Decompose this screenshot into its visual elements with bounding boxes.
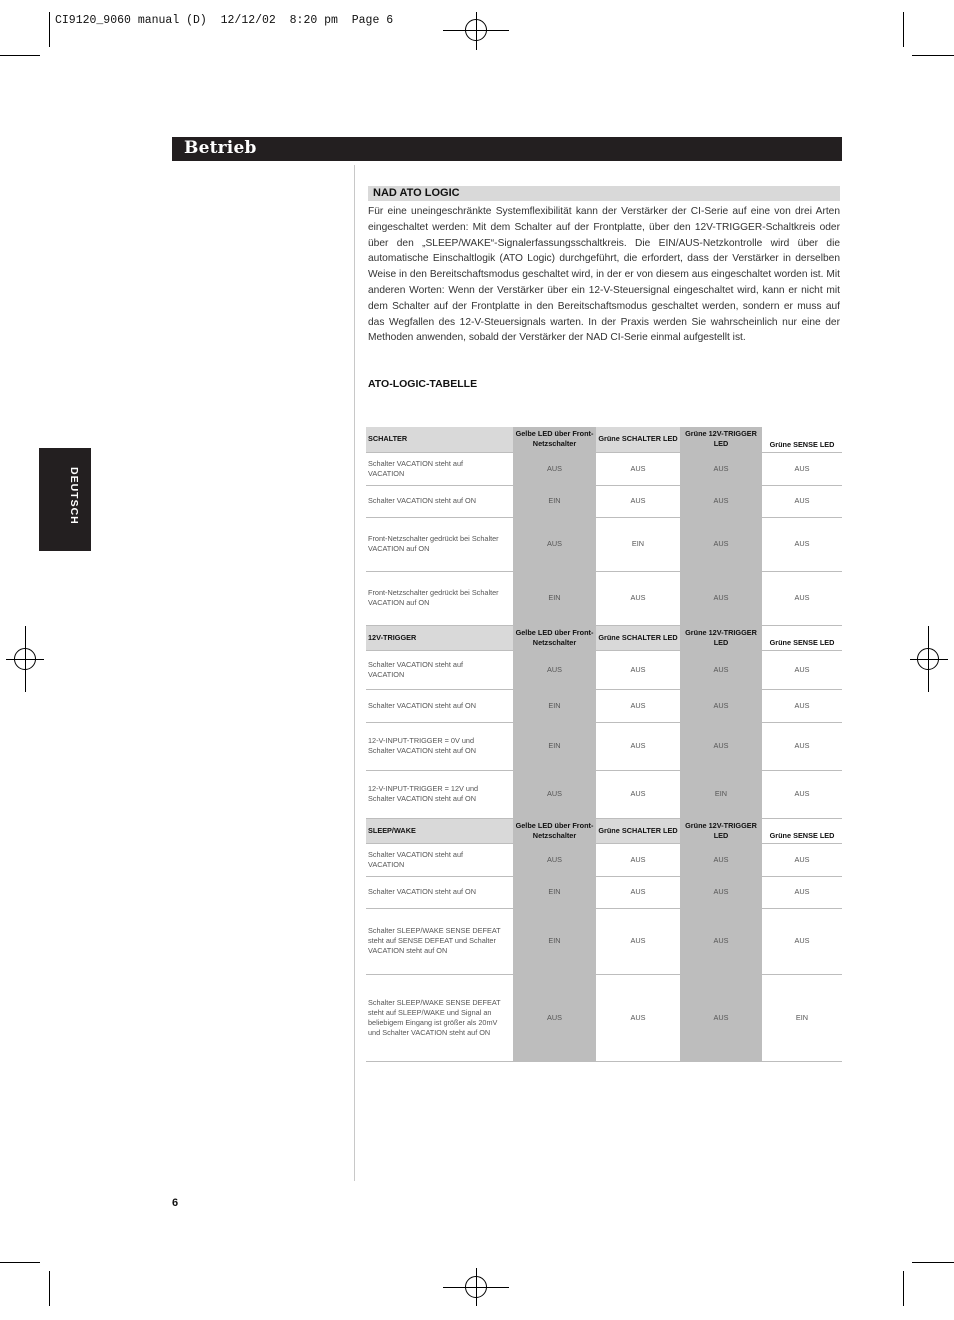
column-divider <box>354 165 355 1181</box>
table-group-header <box>366 427 842 452</box>
table-row <box>366 452 842 485</box>
row-label: Schalter VACATION steht auf ON <box>366 689 513 722</box>
cell-value: AUS <box>680 722 762 770</box>
column-header: Grüne SCHALTER LED <box>596 818 680 843</box>
cell-value: AUS <box>762 908 842 974</box>
row-label: Schalter VACATION steht auf VACATION <box>366 650 513 689</box>
cell-value: AUS <box>680 517 762 571</box>
cell-value: AUS <box>680 571 762 625</box>
cell-value: AUS <box>513 452 596 485</box>
row-label: Schalter SLEEP/WAKE SENSE DEFEAT steht auf SLEEP/WAKE und Signal an beliebigem Eingang ist größer als 20mV und Schalter VACATION steht auf ON <box>366 974 513 1061</box>
ato-logic-table <box>366 427 842 1062</box>
row-label: 12-V-INPUT-TRIGGER = 0V und Schalter VACATION steht auf ON <box>366 722 513 770</box>
cell-value: EIN <box>513 689 596 722</box>
cell-value: AUS <box>680 876 762 908</box>
row-label: Schalter VACATION steht auf ON <box>366 485 513 517</box>
table-row <box>366 974 842 1061</box>
table-row <box>366 876 842 908</box>
cell-value: EIN <box>513 908 596 974</box>
cell-value: AUS <box>513 517 596 571</box>
cell-value: EIN <box>680 770 762 818</box>
column-header: Grüne 12V-TRIGGER LED <box>680 427 762 452</box>
column-header: Gelbe LED über Front-Netzschalter <box>513 818 596 843</box>
cell-value: AUS <box>513 770 596 818</box>
cell-value: AUS <box>596 908 680 974</box>
cell-value: EIN <box>762 974 842 1061</box>
cell-value: AUS <box>596 974 680 1061</box>
cell-value: EIN <box>596 517 680 571</box>
column-header: Grüne 12V-TRIGGER LED <box>680 625 762 650</box>
cell-value: AUS <box>596 571 680 625</box>
table-row <box>366 722 842 770</box>
table-row <box>366 517 842 571</box>
cell-value: AUS <box>762 689 842 722</box>
table-row <box>366 689 842 722</box>
table-row <box>366 908 842 974</box>
cell-value: AUS <box>596 689 680 722</box>
column-header: Grüne SENSE LED <box>762 818 842 843</box>
row-label: Schalter VACATION steht auf VACATION <box>366 452 513 485</box>
column-header: Gelbe LED über Front-Netzschalter <box>513 427 596 452</box>
table-row <box>366 485 842 517</box>
table-heading: ATO-LOGIC-TABELLE <box>368 378 478 390</box>
column-header: Grüne SCHALTER LED <box>596 427 680 452</box>
group-name: SCHALTER <box>366 427 513 452</box>
column-header: Grüne SENSE LED <box>762 625 842 650</box>
cell-value: EIN <box>513 722 596 770</box>
body-paragraph: Für eine uneingeschränkte Systemflexibilität kann der Verstärker der CI-Serie auf eine von drei Arten eingeschaltet werden: Mit dem Schalter auf der Frontplatte, über den 12V-TRIGGER-Schaltkreis oder über den „SLEEP/WAKE“-Signalerfassungsschaltkreis. Die EIN/AUS-Netzkontrolle wird über die automatische Einschaltlogik (ATO Logic) durchgeführt, die erfordert, dass der Verstärker in derselben Weise in den Bereitschaftsmodus geschaltet wird, in der er von diesem aus eingeschaltet worden ist. Mit anderen Worten: Wenn der Verstärker über ein 12-V-Steuersignal eingeschaltet wird, kann er nicht mit dem Schalter auf der Frontplatte in den Bereitschaftsmodus geschaltet werden, sondern er muss auf das Wegfallen des 12-V-Steuersignals warten. In der Praxis werden Sie wahrscheinlich nur eine der Methoden anwenden, sobald der Verstärker der NAD CI-Serie einmal aufgestellt ist. <box>368 206 840 344</box>
cell-value: AUS <box>596 452 680 485</box>
cell-value: AUS <box>762 876 842 908</box>
column-header: Grüne SCHALTER LED <box>596 625 680 650</box>
cell-value: AUS <box>680 908 762 974</box>
cell-value: AUS <box>762 485 842 517</box>
cell-value: AUS <box>596 650 680 689</box>
cell-value: AUS <box>513 974 596 1061</box>
cell-value: AUS <box>762 770 842 818</box>
cell-value: AUS <box>680 974 762 1061</box>
cell-value: AUS <box>513 843 596 876</box>
language-tab-label: DEUTSCH <box>68 467 80 525</box>
cell-value: AUS <box>762 722 842 770</box>
cell-value: EIN <box>513 485 596 517</box>
cell-value: AUS <box>596 485 680 517</box>
page-title: Betrieb <box>184 138 257 158</box>
table-row <box>366 770 842 818</box>
cell-value: AUS <box>680 452 762 485</box>
cell-value: EIN <box>513 876 596 908</box>
cell-value: EIN <box>513 571 596 625</box>
table-row <box>366 571 842 625</box>
cell-value: AUS <box>762 650 842 689</box>
table-group-header <box>366 818 842 843</box>
title-bar <box>172 137 842 161</box>
cell-value: AUS <box>596 770 680 818</box>
page-number: 6 <box>172 1197 179 1209</box>
cell-value: AUS <box>596 843 680 876</box>
row-label: Front-Netzschalter gedrückt bei Schalter VACATION auf ON <box>366 571 513 625</box>
printer-slug: CI9120_9060 manual (D) 12/12/02 8:20 pm Page 6 <box>55 14 394 27</box>
column-header: Gelbe LED über Front-Netzschalter <box>513 625 596 650</box>
column-header: Grüne SENSE LED <box>762 427 842 452</box>
cell-value: AUS <box>762 517 842 571</box>
language-tab <box>39 448 91 551</box>
cell-value: AUS <box>762 571 842 625</box>
table-group-header <box>366 625 842 650</box>
row-label: Schalter VACATION steht auf ON <box>366 876 513 908</box>
section-heading: NAD ATO LOGIC <box>373 187 460 199</box>
cell-value: AUS <box>596 722 680 770</box>
cell-value: AUS <box>513 650 596 689</box>
table-row <box>366 650 842 689</box>
row-label: 12-V-INPUT-TRIGGER = 12V und Schalter VACATION steht auf ON <box>366 770 513 818</box>
section-heading-bar <box>368 186 840 201</box>
cell-value: AUS <box>680 485 762 517</box>
cell-value: AUS <box>596 876 680 908</box>
row-label: Schalter VACATION steht auf VACATION <box>366 843 513 876</box>
cell-value: AUS <box>680 843 762 876</box>
group-name: 12V-TRIGGER <box>366 625 513 650</box>
cell-value: AUS <box>762 452 842 485</box>
table-row <box>366 843 842 876</box>
cell-value: AUS <box>762 843 842 876</box>
column-header: Grüne 12V-TRIGGER LED <box>680 818 762 843</box>
cell-value: AUS <box>680 689 762 722</box>
group-name: SLEEP/WAKE <box>366 818 513 843</box>
row-label: Front-Netzschalter gedrückt bei Schalter VACATION auf ON <box>366 517 513 571</box>
cell-value: AUS <box>680 650 762 689</box>
row-label: Schalter SLEEP/WAKE SENSE DEFEAT steht auf SENSE DEFEAT und Schalter VACATION steht auf ON <box>366 908 513 974</box>
